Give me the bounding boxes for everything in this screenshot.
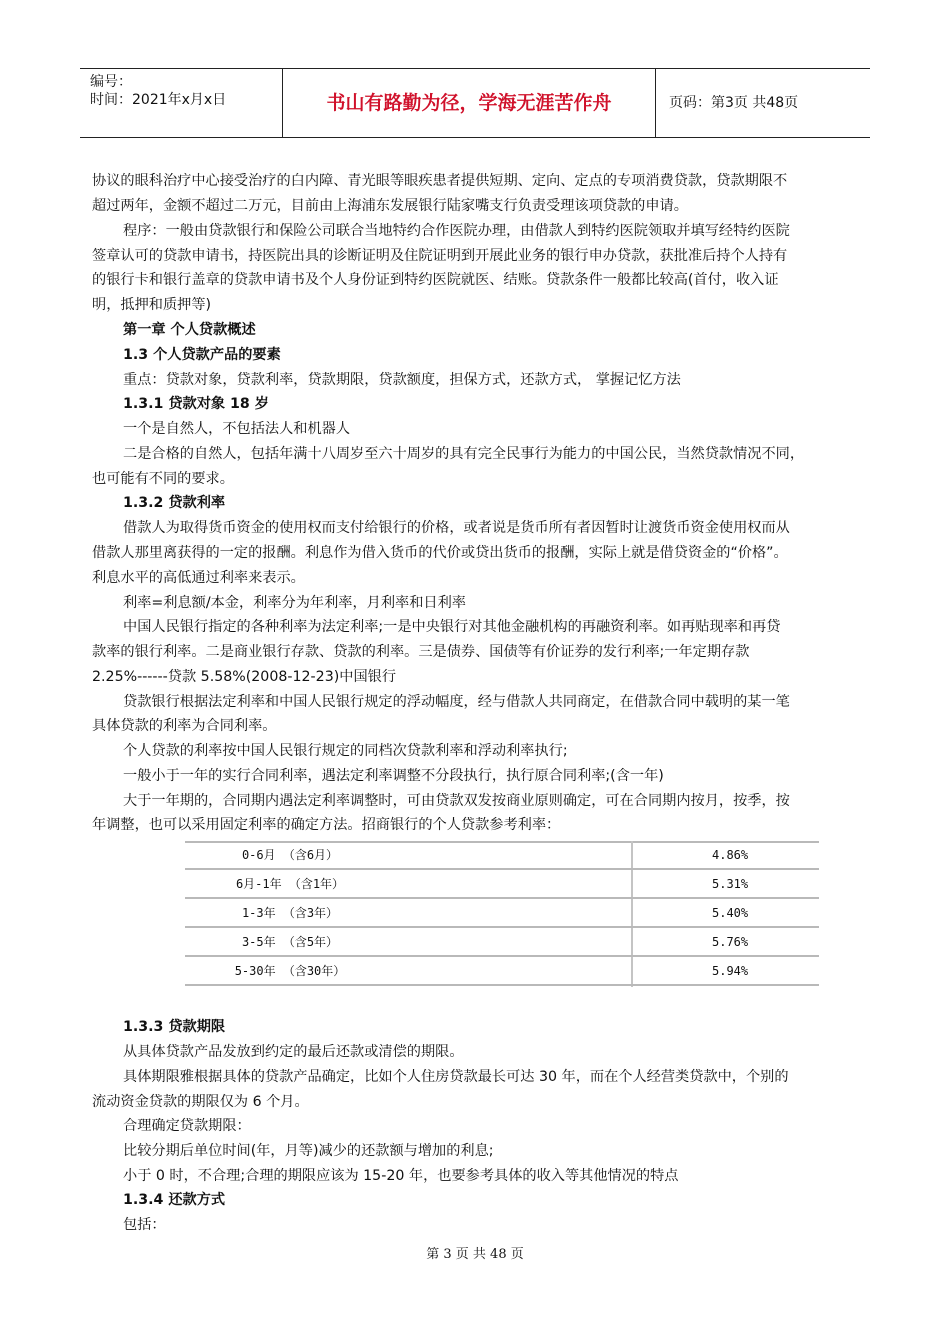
body-line: 大于一年期的，合同期内遇法定利率调整时，可由贷款双发按商业原则确定，可在合同期内按月，按季，按: [123, 793, 790, 809]
body-line: 利息水平的高低通过利率来表示。: [92, 570, 305, 586]
rate-cell: 5.31%: [712, 877, 749, 891]
body-line: 贷款银行根据法定利率和中国人民银行规定的浮动幅度，经与借款人共同商定，在借款合同中载明的某一笔: [123, 694, 790, 710]
header-page-label: 页码：第3页 共48页: [669, 95, 799, 111]
document-time-label: 时间：2021年x月x日: [90, 92, 227, 108]
header-page-cell: [657, 69, 870, 137]
table-row: [185, 870, 819, 899]
table-row: [185, 928, 819, 957]
header-motto-cell: [283, 69, 656, 137]
loan-rate-table: [185, 841, 819, 987]
body-line: 具体贷款的利率为合同利率。: [92, 718, 277, 734]
term-cell: 0-6月 （含6月）: [241, 848, 339, 862]
body-line: 2.25%------贷款 5.58%(2008-12-23)中国银行: [92, 669, 397, 685]
subsection-heading: 1.3.3 贷款期限: [123, 1019, 226, 1035]
body-line: 小于 0 时，不合理;合理的期限应该为 15-20 年，也要参考具体的收入等其他情况的特点: [123, 1168, 679, 1184]
body-line: 流动资金贷款的期限仅为 6 个月。: [92, 1094, 309, 1110]
body-line: 重点：贷款对象，贷款利率，贷款期限，贷款额度，担保方式，还款方式， 掌握记忆方法: [123, 372, 681, 388]
rate-cell: 4.86%: [712, 848, 749, 862]
body-line: 中国人民银行指定的各种利率为法定利率;一是中央银行对其他金融机构的再融资利率。如再贴现率和再贷: [123, 619, 781, 635]
table-row: [185, 899, 819, 928]
body-line: 明，抵押和质押等): [92, 297, 212, 313]
body-line: 借款人为取得货币资金的使用权而支付给银行的价格，或者说是货币所有者因暂时让渡货币资金使用权而从: [123, 520, 790, 536]
table-row: [185, 957, 819, 986]
body-line: 协议的眼科治疗中心接受治疗的白内障、青光眼等眼疾患者提供短期、定向、定点的专项消费贷款，贷款期限不: [92, 173, 788, 189]
body-line: 也可能有不同的要求。: [92, 471, 234, 487]
section-heading: 1.3 个人贷款产品的要素: [123, 347, 281, 363]
table-row: [185, 841, 819, 870]
body-line: 合理确定贷款期限：: [123, 1118, 251, 1134]
body-line: 比较分期后单位时间(年，月等)减少的还款额与增加的利息;: [123, 1143, 494, 1159]
rate-cell: 5.40%: [712, 906, 749, 920]
term-cell: 3-5年 （含5年）: [241, 935, 339, 949]
chapter-heading: 第一章 个人贷款概述: [123, 322, 256, 338]
document-number-label: 编号：: [90, 74, 132, 90]
body-line: 的银行卡和银行盖章的贷款申请书及个人身份证到特约医院就医、结账。贷款条件一般都比较高(首付，收入证: [92, 272, 779, 288]
rate-cell: 5.76%: [712, 935, 749, 949]
body-line: 个人贷款的利率按中国人民银行规定的同档次贷款利率和浮动利率执行;: [123, 743, 568, 759]
term-cell: 1-3年 （含3年）: [241, 906, 339, 920]
document-header: [80, 68, 870, 138]
body-line: 利率=利息额/本金，利率分为年利率，月利率和日利率: [123, 595, 466, 611]
header-motto: 书山有路勤为径，学海无涯苦作舟: [326, 92, 612, 114]
page-footer: 第 3 页 共 48 页: [426, 1247, 524, 1262]
body-line: 款率的银行利率。二是商业银行存款、贷款的利率。三是债券、国债等有价证券的发行利率;一年定期存款: [92, 644, 750, 660]
body-line: 借款人那里离获得的一定的报酬。利息作为借入货币的代价或贷出货币的报酬，实际上就是借贷资金的“价格”。: [92, 545, 788, 561]
header-meta-cell: [80, 69, 283, 137]
term-cell: 6月-1年 （含1年）: [235, 877, 345, 891]
subsection-heading: 1.3.4 还款方式: [123, 1192, 226, 1208]
body-line: 二是合格的自然人，包括年满十八周岁至六十周岁的具有完全民事行为能力的中国公民，当然贷款情况不同，: [123, 446, 805, 462]
body-line: 包括：: [123, 1217, 166, 1233]
term-cell: 5-30年 （含30年）: [234, 964, 346, 978]
body-line: 一个是自然人，不包括法人和机器人: [123, 421, 351, 437]
body-line: 程序：一般由贷款银行和保险公司联合当地特约合作医院办理，由借款人到特约医院领取并填写经特约医院: [123, 223, 790, 239]
body-line: 年调整，也可以采用固定利率的确定方法。招商银行的个人贷款参考利率：: [92, 817, 561, 833]
body-line: 具体期限雅根据具体的贷款产品确定，比如个人住房贷款最长可达 30 年，而在个人经营类贷款中，个别的: [123, 1069, 789, 1085]
subsection-heading: 1.3.1 贷款对象 18 岁: [123, 396, 269, 412]
body-line: 超过两年，金额不超过二万元，目前由上海浦东发展银行陆家嘴支行负责受理该项贷款的申请。: [92, 198, 688, 214]
body-line: 从具体贷款产品发放到约定的最后还款或清偿的期限。: [123, 1044, 464, 1060]
body-line: 签章认可的贷款申请书，持医院出具的诊断证明及住院证明到开展此业务的银行申办贷款，获批准后持个人持有: [92, 248, 788, 264]
rate-cell: 5.94%: [712, 964, 749, 978]
body-line: 一般小于一年的实行合同利率，遇法定利率调整不分段执行，执行原合同利率;(含一年): [123, 768, 664, 784]
subsection-heading: 1.3.2 贷款利率: [123, 495, 226, 511]
